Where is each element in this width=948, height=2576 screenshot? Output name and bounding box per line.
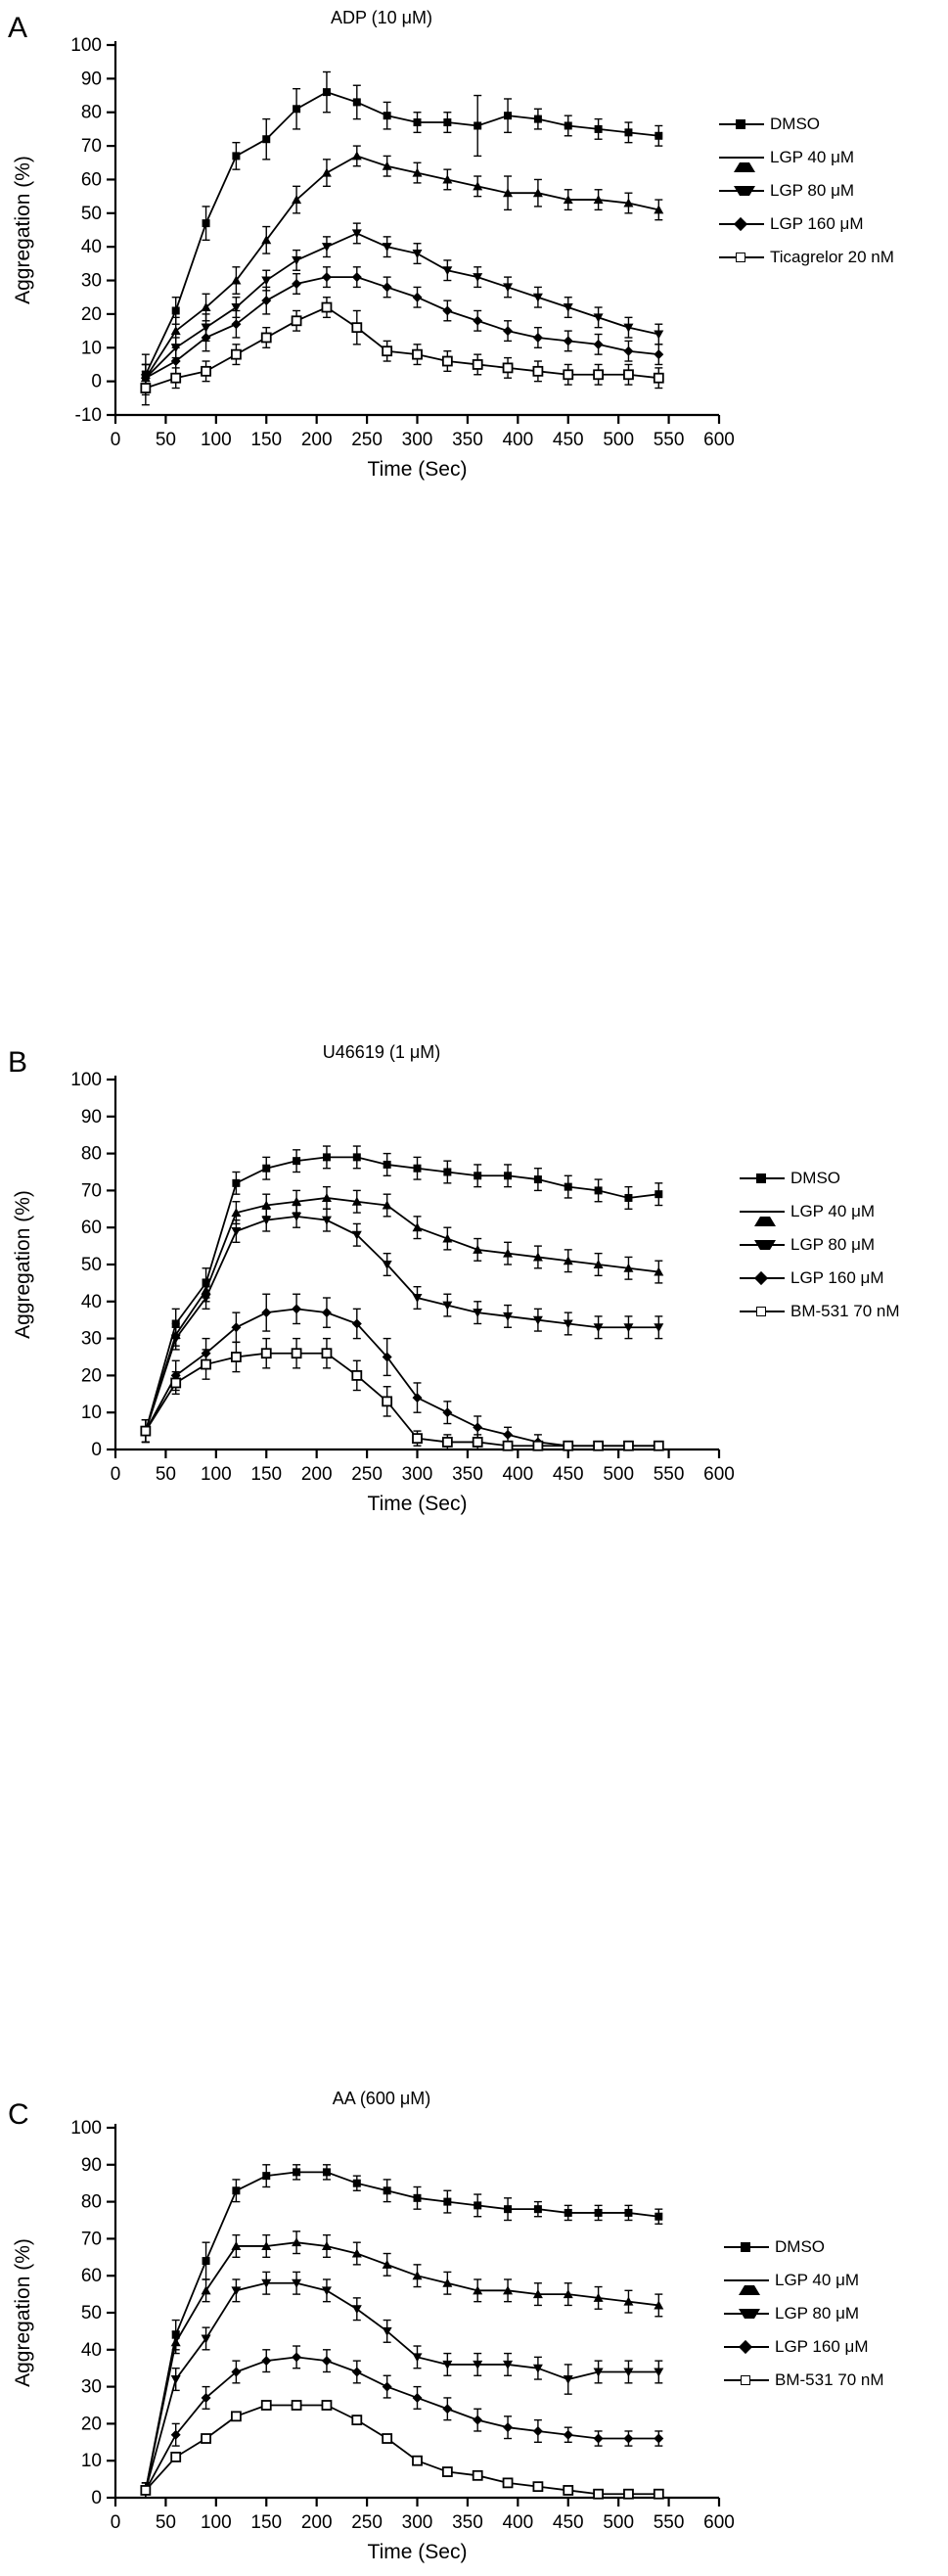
svg-text:0: 0: [91, 2488, 102, 2508]
panel-a: [0, 0, 948, 516]
svg-text:100: 100: [70, 1070, 102, 1090]
svg-text:20: 20: [80, 1365, 102, 1387]
svg-text:450: 450: [552, 430, 584, 450]
filled-diamond-icon: [719, 218, 764, 230]
svg-text:Time (Sec): Time (Sec): [367, 2541, 468, 2563]
legend-item: [724, 2297, 884, 2330]
svg-text:70: 70: [80, 2229, 102, 2250]
svg-text:80: 80: [80, 1143, 102, 1165]
svg-text:0: 0: [110, 1464, 121, 1485]
svg-text:200: 200: [300, 1464, 333, 1485]
svg-text:50: 50: [155, 2512, 176, 2533]
panel-a-svg: [0, 23, 744, 493]
legend-label: Ticagrelor 20 nM: [770, 248, 894, 266]
svg-text:350: 350: [452, 430, 483, 450]
svg-text:90: 90: [80, 69, 102, 90]
legend-item: [719, 108, 894, 141]
svg-text:300: 300: [401, 430, 433, 450]
svg-text:50: 50: [155, 1464, 176, 1485]
legend-label: LGP 40 μM: [790, 1202, 876, 1220]
svg-text:50: 50: [80, 203, 102, 224]
svg-text:100: 100: [200, 430, 232, 450]
svg-text:40: 40: [80, 2339, 102, 2361]
filled-diamond-icon: [724, 2341, 769, 2353]
svg-text:400: 400: [502, 2512, 534, 2533]
svg-text:10: 10: [80, 338, 102, 359]
panel-a-legend: [719, 108, 894, 274]
legend-label: LGP 160 μM: [770, 214, 864, 233]
svg-text:Aggregation (%): Aggregation (%): [12, 156, 34, 304]
panel-b: [0, 516, 948, 1515]
svg-text:150: 150: [250, 1464, 283, 1485]
svg-text:70: 70: [80, 136, 102, 158]
svg-text:60: 60: [80, 2266, 102, 2287]
panel-c-svg: [0, 2106, 744, 2576]
svg-text:250: 250: [351, 2512, 383, 2533]
svg-text:30: 30: [80, 1328, 102, 1350]
svg-text:100: 100: [70, 35, 102, 56]
legend-label: DMSO: [775, 2237, 825, 2256]
legend-item: [724, 2330, 884, 2364]
filled-square-icon: [724, 2241, 769, 2253]
legend-label: DMSO: [790, 1169, 840, 1187]
svg-text:300: 300: [401, 1464, 433, 1485]
legend-label: DMSO: [770, 115, 820, 133]
legend-item: [719, 241, 894, 274]
legend-label: LGP 160 μM: [790, 1268, 884, 1287]
svg-text:350: 350: [452, 2512, 483, 2533]
svg-text:150: 150: [250, 430, 283, 450]
filled-triangle-down-icon: [719, 185, 764, 197]
svg-text:500: 500: [603, 1464, 635, 1485]
svg-text:250: 250: [351, 1464, 383, 1485]
svg-text:50: 50: [155, 430, 176, 450]
legend-label: BM-531 70 nM: [775, 2370, 884, 2389]
svg-text:40: 40: [80, 237, 102, 258]
panel-c: [0, 1032, 948, 2563]
svg-text:80: 80: [80, 2191, 102, 2213]
svg-text:500: 500: [603, 430, 635, 450]
panel-c-legend: [724, 2231, 884, 2397]
legend-label: LGP 80 μM: [770, 181, 855, 200]
svg-text:0: 0: [110, 430, 121, 450]
svg-text:400: 400: [502, 430, 534, 450]
panel-b-letter: B: [8, 1046, 28, 1079]
legend-item: [724, 2364, 884, 2397]
legend-item: [719, 174, 894, 207]
panel-a-plot: [0, 23, 744, 493]
panel-a-title: ADP (10 μM): [330, 8, 433, 27]
svg-text:450: 450: [552, 2512, 584, 2533]
svg-text:600: 600: [703, 430, 735, 450]
panel-b-title: U46619 (1 μM): [322, 1042, 441, 1062]
svg-text:0: 0: [91, 1440, 102, 1460]
svg-text:10: 10: [80, 1403, 102, 1424]
svg-text:500: 500: [603, 2512, 635, 2533]
filled-triangle-down-icon: [724, 2308, 769, 2320]
svg-text:20: 20: [80, 303, 102, 325]
svg-text:100: 100: [200, 2512, 232, 2533]
filled-triangle-icon: [719, 152, 764, 163]
svg-text:Time (Sec): Time (Sec): [367, 1493, 468, 1515]
svg-text:90: 90: [80, 2154, 102, 2176]
svg-text:400: 400: [502, 1464, 534, 1485]
svg-text:350: 350: [452, 1464, 483, 1485]
svg-text:60: 60: [80, 169, 102, 191]
svg-text:550: 550: [653, 430, 685, 450]
svg-text:100: 100: [70, 2118, 102, 2139]
svg-text:80: 80: [80, 102, 102, 123]
svg-text:-10: -10: [74, 405, 102, 426]
svg-text:600: 600: [703, 2512, 735, 2533]
svg-text:200: 200: [300, 2512, 333, 2533]
svg-text:600: 600: [703, 1464, 735, 1485]
legend-label: LGP 80 μM: [775, 2304, 860, 2323]
legend-label: LGP 40 μM: [770, 148, 855, 166]
panel-a-letter: A: [8, 12, 28, 44]
svg-text:0: 0: [91, 371, 102, 392]
filled-square-icon: [719, 118, 764, 130]
legend-label: LGP 160 μM: [775, 2337, 869, 2356]
legend-label: BM-531 70 nM: [790, 1302, 900, 1320]
panel-c-title: AA (600 μM): [332, 2089, 431, 2108]
legend-item: [724, 2264, 884, 2297]
legend-label: LGP 80 μM: [790, 1235, 876, 1254]
svg-text:10: 10: [80, 2451, 102, 2472]
svg-text:30: 30: [80, 2376, 102, 2398]
svg-text:60: 60: [80, 1218, 102, 1239]
panel-c-letter: C: [8, 2098, 29, 2131]
svg-text:90: 90: [80, 1106, 102, 1127]
svg-text:150: 150: [250, 2512, 283, 2533]
svg-text:30: 30: [80, 270, 102, 292]
svg-text:Aggregation (%): Aggregation (%): [12, 1190, 34, 1339]
legend-item: [719, 207, 894, 241]
svg-text:200: 200: [300, 430, 333, 450]
svg-text:20: 20: [80, 2414, 102, 2435]
svg-text:Time (Sec): Time (Sec): [367, 458, 468, 481]
svg-text:Aggregation (%): Aggregation (%): [12, 2238, 34, 2387]
open-square-icon: [719, 252, 764, 263]
svg-text:550: 550: [653, 2512, 685, 2533]
svg-text:70: 70: [80, 1180, 102, 1202]
svg-text:50: 50: [80, 1255, 102, 1275]
svg-text:450: 450: [552, 1464, 584, 1485]
svg-text:0: 0: [110, 2512, 121, 2533]
svg-text:250: 250: [351, 430, 383, 450]
legend-item: [719, 141, 894, 174]
filled-triangle-icon: [724, 2275, 769, 2286]
svg-text:40: 40: [80, 1291, 102, 1312]
svg-text:300: 300: [401, 2512, 433, 2533]
svg-text:100: 100: [200, 1464, 232, 1485]
svg-text:50: 50: [80, 2303, 102, 2323]
legend-item: [724, 2231, 884, 2264]
svg-text:550: 550: [653, 1464, 685, 1485]
open-square-icon: [724, 2374, 769, 2386]
panel-c-plot: [0, 2106, 744, 2576]
legend-label: LGP 40 μM: [775, 2271, 860, 2289]
